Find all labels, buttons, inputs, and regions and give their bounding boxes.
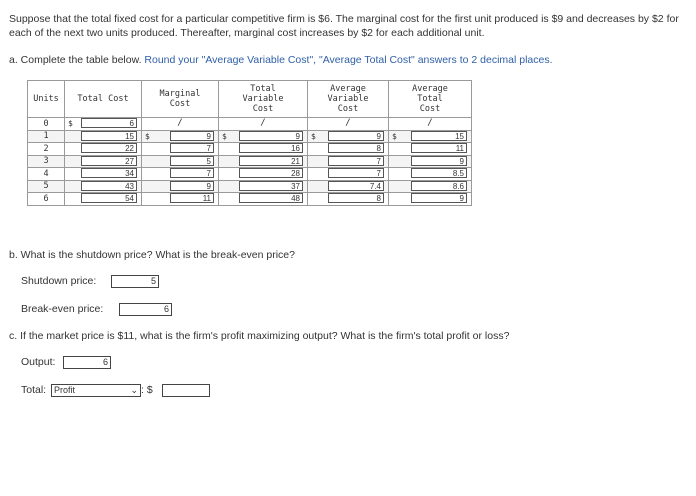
break-even-price-label: Break-even price: xyxy=(21,303,104,315)
marginal-cost-input[interactable]: 9 xyxy=(170,181,214,191)
tvc-cell xyxy=(219,143,308,156)
total-cost-cell xyxy=(65,180,142,193)
avc-cell xyxy=(308,193,389,206)
atc-cell xyxy=(389,180,472,193)
table-row xyxy=(28,168,472,181)
avc-input[interactable]: 8 xyxy=(328,193,384,203)
atc-cell xyxy=(389,168,472,181)
atc-cell xyxy=(389,118,472,131)
table-row xyxy=(28,143,472,156)
marginal-cost-cell xyxy=(142,155,219,168)
shutdown-price-label: Shutdown price: xyxy=(21,275,97,287)
total-cost-cell xyxy=(65,118,142,131)
dollar-sign: $ xyxy=(222,131,227,141)
table-row xyxy=(28,155,472,168)
tvc-cell xyxy=(219,118,308,131)
marginal-cost-input[interactable]: 7 xyxy=(170,168,214,178)
tvc-cell xyxy=(219,180,308,193)
atc-input[interactable]: 8.6 xyxy=(411,181,467,191)
total-cost-input[interactable]: 27 xyxy=(81,156,137,166)
total-dollar-label: : $ xyxy=(141,384,153,396)
tvc-cell xyxy=(219,168,308,181)
atc-cell xyxy=(389,130,472,143)
marginal-cost-cell xyxy=(142,193,219,206)
units-cell: 5 xyxy=(28,180,65,193)
tvc-cell xyxy=(219,193,308,206)
total-cost-input[interactable]: 15 xyxy=(81,131,137,141)
atc-input[interactable]: 9 xyxy=(411,156,467,166)
profit-loss-select[interactable] xyxy=(51,384,141,397)
total-cost-cell xyxy=(65,168,142,181)
units-cell: 0 xyxy=(28,118,65,131)
chevron-down-icon: ⌄ xyxy=(130,385,138,395)
profit-loss-select-value: Profit xyxy=(54,385,76,395)
avc-input[interactable]: 7 xyxy=(328,156,384,166)
problem-statement: Suppose that the total fixed cost for a particular competitive firm is $6. The marginal cost for the first unit produced is $9 and decreases by $2 for each of the next two units produced. Thereafter, marginal cost increases by $2 for each additional unit. xyxy=(9,13,679,39)
units-cell: 6 xyxy=(28,193,65,206)
total-cost-input[interactable]: 54 xyxy=(81,193,137,203)
tvc-input[interactable]: 28 xyxy=(239,168,303,178)
part-a-prompt xyxy=(9,54,553,66)
total-cost-cell xyxy=(65,130,142,143)
slash-placeholder: / xyxy=(177,118,183,129)
marginal-cost-cell xyxy=(142,130,219,143)
avc-cell xyxy=(308,143,389,156)
tvc-input[interactable]: 9 xyxy=(239,131,303,141)
header-marginal-cost-label: Marginal Cost xyxy=(159,89,201,109)
atc-input[interactable]: 11 xyxy=(411,143,467,153)
avc-cell xyxy=(308,130,389,143)
marginal-cost-input[interactable]: 7 xyxy=(170,143,214,153)
marginal-cost-cell xyxy=(142,168,219,181)
slash-placeholder: / xyxy=(427,118,433,129)
tvc-input[interactable]: 21 xyxy=(239,156,303,166)
avc-cell xyxy=(308,118,389,131)
avc-cell xyxy=(308,180,389,193)
part-a-prefix: a. Complete the table below. xyxy=(9,54,145,66)
table-row xyxy=(28,180,472,193)
slash-placeholder: / xyxy=(260,118,266,129)
header-marginal-cost xyxy=(142,81,219,118)
header-average-variable-cost xyxy=(308,81,389,118)
total-cost-input[interactable]: 6 xyxy=(81,118,137,128)
avc-input[interactable]: 9 xyxy=(328,131,384,141)
header-total-variable-cost xyxy=(219,81,308,118)
total-cost-cell xyxy=(65,193,142,206)
atc-input[interactable]: 15 xyxy=(411,131,467,141)
table-row xyxy=(28,130,472,143)
shutdown-price-input[interactable]: 5 xyxy=(111,275,159,288)
marginal-cost-input[interactable]: 5 xyxy=(170,156,214,166)
avc-input[interactable]: 8 xyxy=(328,143,384,153)
avc-cell xyxy=(308,168,389,181)
dollar-sign: $ xyxy=(145,131,150,141)
dollar-sign: $ xyxy=(68,119,73,128)
atc-input[interactable]: 9 xyxy=(411,193,467,203)
output-label: Output: xyxy=(21,356,56,368)
total-label: Total: xyxy=(21,384,47,396)
tvc-input[interactable]: 16 xyxy=(239,143,303,153)
total-cost-cell xyxy=(65,143,142,156)
units-cell: 3 xyxy=(28,155,65,168)
marginal-cost-cell xyxy=(142,143,219,156)
atc-cell xyxy=(389,193,472,206)
avc-cell xyxy=(308,155,389,168)
atc-input[interactable]: 8.5 xyxy=(411,168,467,178)
total-cost-input[interactable]: 22 xyxy=(81,143,137,153)
tvc-cell xyxy=(219,130,308,143)
atc-cell xyxy=(389,155,472,168)
total-cost-input[interactable]: 34 xyxy=(81,168,137,178)
units-cell: 4 xyxy=(28,168,65,181)
header-units: Units xyxy=(28,81,65,118)
header-tvc-label: Total Variable Cost xyxy=(242,84,284,114)
avc-input[interactable]: 7.4 xyxy=(328,181,384,191)
part-a-instruction: Round your "Average Variable Cost", "Average Total Cost" answers to 2 decimal places. xyxy=(144,54,553,66)
atc-cell xyxy=(389,143,472,156)
total-cost-cell xyxy=(65,155,142,168)
marginal-cost-cell xyxy=(142,180,219,193)
units-cell: 1 xyxy=(28,130,65,143)
tvc-input[interactable]: 48 xyxy=(239,193,303,203)
dollar-sign: $ xyxy=(311,131,316,141)
header-average-total-cost xyxy=(389,81,472,118)
header-atc-label: Average Total Cost xyxy=(412,84,448,114)
tvc-cell xyxy=(219,155,308,168)
total-cost-input[interactable]: 43 xyxy=(81,181,137,191)
cost-table xyxy=(27,80,472,206)
header-total-cost: Total Cost xyxy=(65,81,142,118)
tvc-input[interactable]: 37 xyxy=(239,181,303,191)
table-row xyxy=(28,193,472,206)
total-profit-input[interactable] xyxy=(162,384,210,397)
slash-placeholder: / xyxy=(345,118,351,129)
output-input[interactable]: 6 xyxy=(63,356,111,369)
break-even-price-input[interactable]: 6 xyxy=(119,303,172,316)
marginal-cost-input[interactable]: 9 xyxy=(170,131,214,141)
avc-input[interactable]: 7 xyxy=(328,168,384,178)
part-c-question: c. If the market price is $11, what is the firm's profit maximizing output? What is the firm's total profit or loss? xyxy=(9,330,510,342)
header-avc-label: Average Variable Cost xyxy=(327,84,369,114)
marginal-cost-input[interactable]: 11 xyxy=(170,193,214,203)
table-row xyxy=(28,118,472,131)
dollar-sign: $ xyxy=(392,131,397,141)
part-b-question: b. What is the shutdown price? What is the break-even price? xyxy=(9,249,295,261)
units-cell: 2 xyxy=(28,143,65,156)
marginal-cost-cell xyxy=(142,118,219,131)
